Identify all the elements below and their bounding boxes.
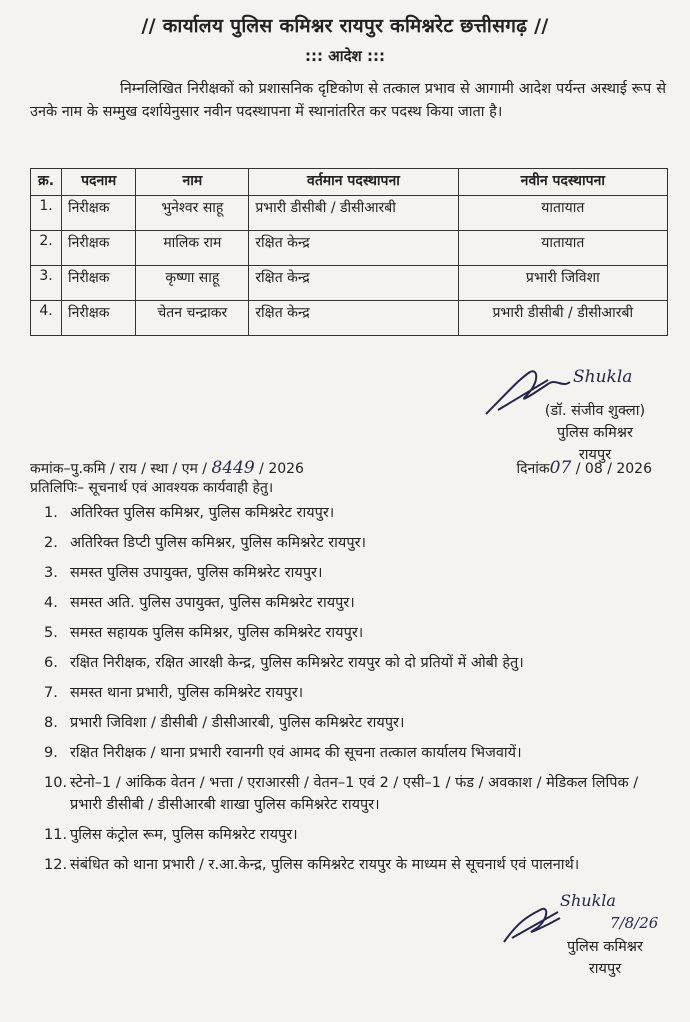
col-new-posting: नवीन पदस्थापना: [458, 169, 667, 196]
cell-serial: 3.: [31, 266, 62, 301]
col-name: नाम: [136, 169, 249, 196]
date-label: दिनांक: [516, 461, 550, 477]
col-current-posting: वर्तमान पदस्थापना: [249, 169, 458, 196]
list-item: 3. समस्त पुलिस उपायुक्त, पुलिस कमिश्नरेट रायपुर।: [44, 565, 323, 581]
cell-current-posting: रक्षित केन्द्र: [249, 231, 458, 266]
order-intro-paragraph: निम्नलिखित निरीक्षकों को प्रशासनिक दृष्टिकोण से तत्काल प्रभाव से आगामी आदेश पर्यन्त अस्थाई रूप से उनके नाम के सम्मुख दर्शायेनुसार नवीन पदस्थापना में स्थानांतरित कर पदस्थ किया जाता है।: [30, 81, 666, 120]
table-row: [31, 196, 668, 231]
cell-new-posting: प्रभारी डीसीबी / डीसीआरबी: [458, 301, 667, 336]
signature-text: Shukla: [573, 367, 633, 387]
cell-designation: निरीक्षक: [62, 301, 136, 336]
office-title: // कार्यालय पुलिस कमिश्नर रायपुर कमिश्नरेट छत्तीसगढ़ //: [141, 15, 549, 37]
signatory-designation-2: पुलिस कमिश्नर: [567, 939, 643, 955]
cell-current-posting: प्रभारी डीसीबी / डीसीआरबी: [249, 196, 458, 231]
cell-designation: निरीक्षक: [62, 196, 136, 231]
table-row: [31, 231, 668, 266]
copy-list: [44, 502, 664, 884]
cell-designation: निरीक्षक: [62, 266, 136, 301]
list-item: 10. स्टेनो–1 / आंकिक वेतन / भत्ता / एराआरसी / वेतन–1 एवं 2 / एसी–1 / फंड / अवकाश / मेडिकल लिपिक / प्रभारी डीसीबी / डीसीआरबी शाखा पुलिस कमिश्नरेट रायपुर।: [44, 775, 639, 813]
signatory-designation: पुलिस कमिश्नर: [557, 425, 633, 441]
list-item: 5. समस्त सहायक पुलिस कमिश्नर, पुलिस कमिश्नरेट रायपुर।: [44, 625, 364, 641]
signatory-block: [520, 400, 670, 466]
signatory-place-2: रायपुर: [588, 961, 622, 977]
transfer-table: [30, 168, 668, 336]
cell-serial: 4.: [31, 301, 62, 336]
cell-new-posting: प्रभारी जिविशा: [458, 266, 667, 301]
list-item: 4. समस्त अति. पुलिस उपायुक्त, पुलिस कमिश्नरेट रायपुर।: [44, 595, 355, 611]
cell-new-posting: यातायात: [458, 231, 667, 266]
reference-number: 8449: [211, 458, 255, 478]
list-item: 6. रक्षित निरीक्षक, रक्षित आरक्षी केन्द्र, पुलिस कमिश्नरेट रायपुर को दो प्रतियों में ओबी हेतु।: [44, 655, 524, 671]
cell-name: भुनेश्वर साहू: [136, 196, 249, 231]
cell-current-posting: रक्षित केन्द्र: [249, 301, 458, 336]
cell-designation: निरीक्षक: [62, 231, 136, 266]
reference-line: [30, 458, 666, 480]
table-header-row: [31, 169, 668, 196]
cell-current-posting: रक्षित केन्द्र: [249, 266, 458, 301]
col-designation: पदनाम: [62, 169, 136, 196]
table-row: [31, 266, 668, 301]
date-day: 07: [549, 458, 572, 478]
cell-name: मालिक राम: [136, 231, 249, 266]
col-serial: क्र.: [31, 169, 62, 196]
order-heading: ::: आदेश :::: [305, 47, 385, 65]
list-item: 12. संबंधित को थाना प्रभारी / र.आ.केन्द्र, पुलिस कमिश्नरेट रायपुर के माध्यम से सूचनार्थ एवं पालनार्थ।: [44, 857, 580, 873]
cell-serial: 1.: [31, 196, 62, 231]
cell-new-posting: यातायात: [458, 196, 667, 231]
date-rest: / 08 / 2026: [575, 461, 652, 477]
signatory-place: रायपुर: [578, 447, 612, 463]
cell-name: चेतन चन्द्राकर: [136, 301, 249, 336]
list-item: 1. अतिरिक्त पुलिस कमिश्नर, पुलिस कमिश्नरेट रायपुर।: [44, 505, 335, 521]
table-row: [31, 301, 668, 336]
signature-date: 7/8/26: [610, 914, 659, 932]
signatory-name: (डॉ. संजीव शुक्ला): [544, 403, 646, 419]
cell-name: कृष्णा साहू: [136, 266, 249, 301]
signature-text-2: Shukla: [560, 891, 616, 910]
list-item: 2. अतिरिक्त डिप्टी पुलिस कमिश्नर, पुलिस कमिश्नरेट रायपुर।: [44, 535, 367, 551]
list-item: 11. पुलिस कंट्रोल रूम, पुलिस कमिश्नरेट रायपुर।: [44, 827, 298, 843]
signatory-block-2: [540, 936, 670, 980]
cell-serial: 2.: [31, 231, 62, 266]
list-item: 9. रक्षित निरीक्षक / थाना प्रभारी रवानगी एवं आमद की सूचना तत्काल कार्यालय भिजवायें।: [44, 745, 522, 761]
reference-year: / 2026: [259, 461, 304, 477]
list-item: 7. समस्त थाना प्रभारी, पुलिस कमिश्नरेट रायपुर।: [44, 685, 304, 701]
copy-heading: प्रतिलिपिः– सूचनार्थ एवं आवश्यक कार्यवाही हेतु।: [30, 480, 274, 496]
reference-prefix: कमांक–पु.कमि / राय / स्था / एम /: [30, 461, 207, 477]
list-item: 8. प्रभारी जिविशा / डीसीबी / डीसीआरबी, पुलिस कमिश्नरेट रायपुर।: [44, 715, 405, 731]
